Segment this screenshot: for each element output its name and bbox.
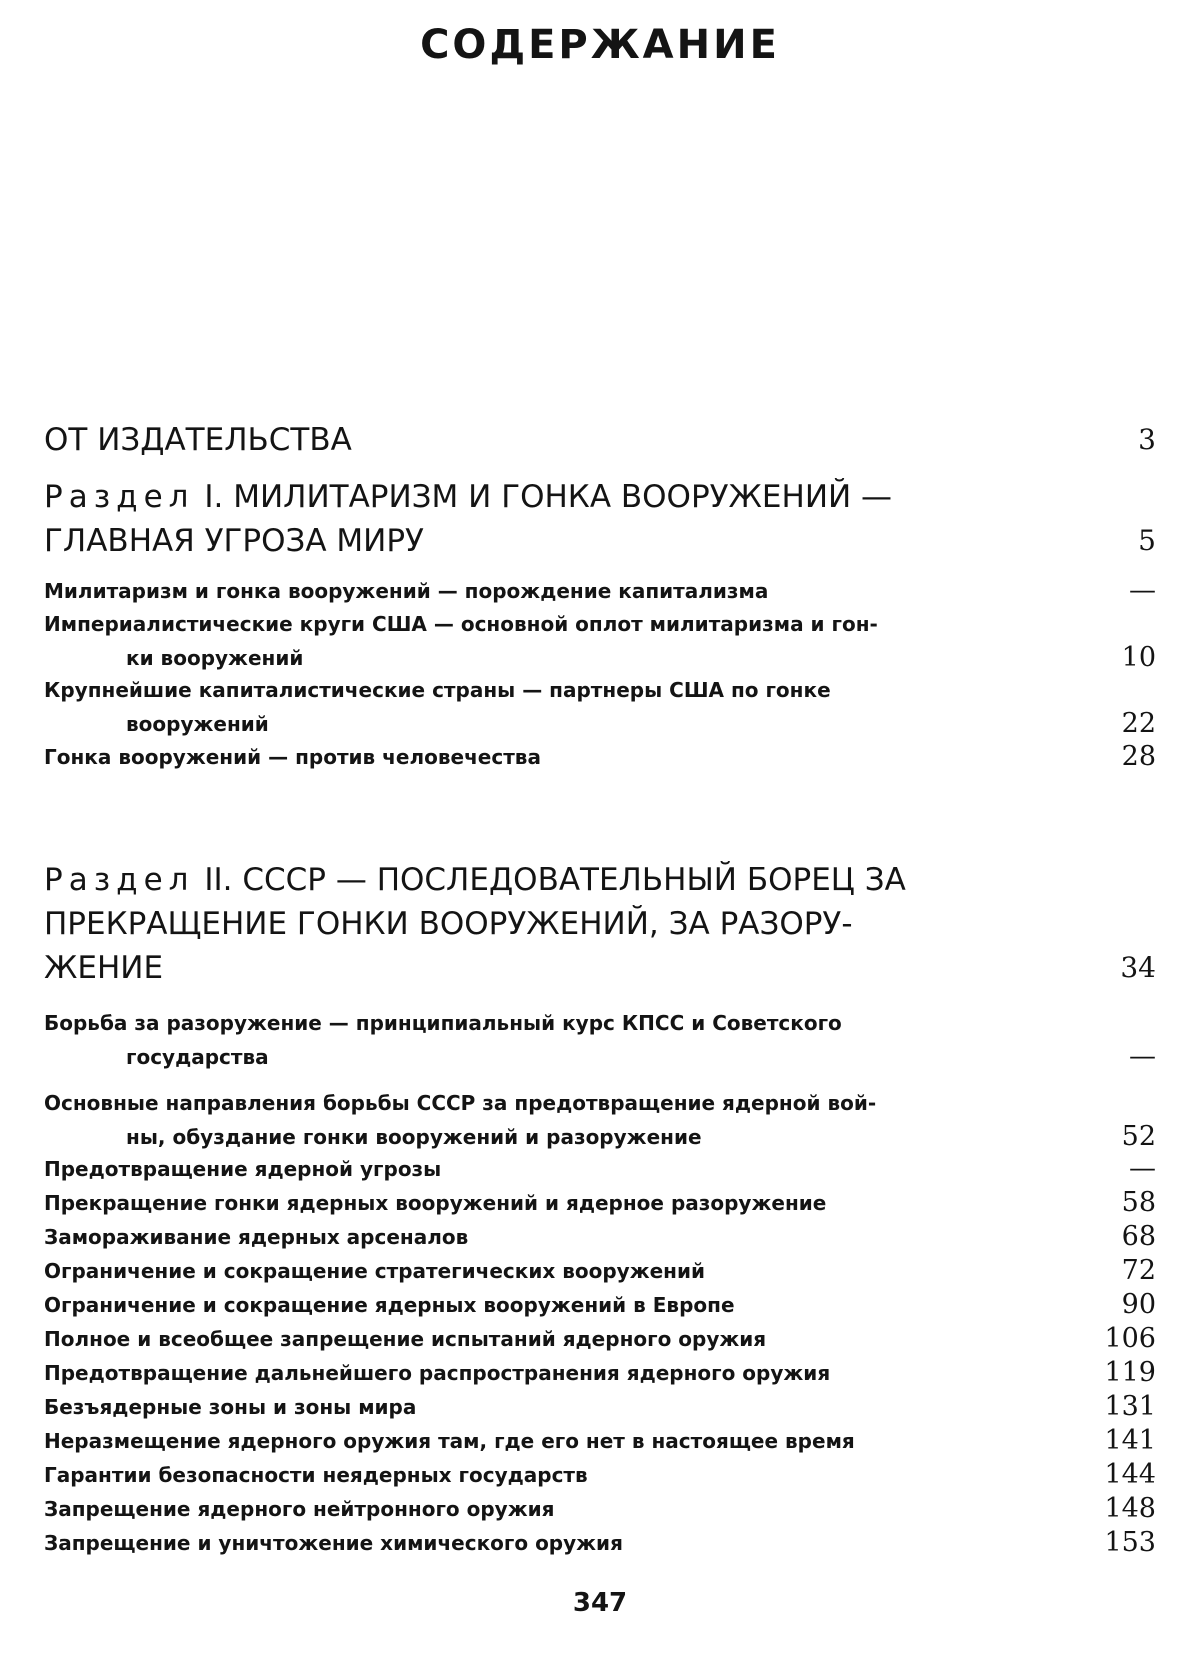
toc-entry-page: 3 (1138, 423, 1156, 456)
toc-entry-page: 90 (1121, 1289, 1156, 1320)
toc-entry-page: 68 (1121, 1221, 1156, 1252)
toc-entry-line: Гарантии безопасности неядерных государств (44, 1463, 588, 1487)
page-title: СОДЕРЖАНИЕ (420, 22, 780, 68)
toc-entry-page: 119 (1104, 1357, 1156, 1388)
toc-entry-line: Милитаризм и гонка вооружений — порождение капитализма (44, 579, 769, 603)
toc-entry-line: Прекращение гонки ядерных вооружений и ядерное разоружение (44, 1191, 827, 1215)
toc-entry-page: 131 (1104, 1391, 1156, 1422)
toc-entry-line: ОТ ИЗДАТЕЛЬСТВА (44, 422, 352, 458)
toc-entry-title (44, 858, 906, 990)
toc-entry-line: ГЛАВНАЯ УГРОЗА МИРУ (44, 523, 424, 559)
toc-entry-line: Запрещение ядерного нейтронного оружия (44, 1497, 555, 1521)
toc-entry-title (44, 418, 352, 462)
toc-entry-page: 10 (1121, 642, 1156, 673)
toc-entry-line: Ограничение и сокращение стратегических вооружений (44, 1259, 706, 1283)
toc-entry-line: Предотвращение ядерной угрозы (44, 1157, 442, 1181)
toc-entry-page: 144 (1104, 1459, 1156, 1490)
toc-entry-line (44, 475, 892, 519)
section-title-part: I. МИЛИТАРИЗМ И ГОНКА ВООРУЖЕНИЙ — (204, 479, 893, 515)
toc-entry-line: Империалистические круги США — основной оплот милитаризма и гон- (44, 612, 878, 636)
toc-entry-page: — (1129, 575, 1156, 606)
toc-entry-line: ки вооружений (126, 646, 304, 670)
section-title-part: II. СССР — ПОСЛЕДОВАТЕЛЬНЫЙ БОРЕЦ ЗА (204, 862, 906, 898)
toc-entry-page: 141 (1104, 1425, 1156, 1456)
toc-entry-page: 22 (1121, 708, 1156, 739)
toc-entry-page: — (1129, 1041, 1156, 1072)
toc-entry-line: ЖЕНИЕ (44, 950, 164, 986)
section-prefix: Раздел (44, 479, 195, 515)
toc-entry-line (44, 858, 906, 902)
toc-entry-page: 72 (1121, 1255, 1156, 1286)
toc-entry-line: Борьба за разоружение — принципиальный курс КПСС и Советского (44, 1011, 842, 1035)
toc-entry-line: вооружений (126, 712, 269, 736)
toc-entry-page: 106 (1104, 1323, 1156, 1354)
toc-entry-line: Замораживание ядерных арсеналов (44, 1225, 469, 1249)
toc-entry-page: — (1129, 1153, 1156, 1184)
toc-entry-line: ПРЕКРАЩЕНИЕ ГОНКИ ВООРУЖЕНИЙ, ЗА РАЗОРУ- (44, 906, 853, 942)
toc-entry-page: 153 (1104, 1527, 1156, 1558)
toc-entry-line: Безъядерные зоны и зоны мира (44, 1395, 417, 1419)
section-prefix: Раздел (44, 862, 195, 898)
toc-entry-line: ны, обуздание гонки вооружений и разоружение (126, 1125, 702, 1149)
toc-entry-line: Основные направления борьбы СССР за предотвращение ядерной вой- (44, 1091, 877, 1115)
toc-entry-line: государства (126, 1045, 269, 1069)
toc-entry-page: 34 (1120, 951, 1156, 984)
toc-entry-line: Полное и всеобщее запрещение испытаний ядерного оружия (44, 1327, 767, 1351)
toc-entry-page: 148 (1104, 1493, 1156, 1524)
toc-entry-page: 5 (1138, 524, 1156, 557)
toc-entry-page: 52 (1121, 1121, 1156, 1152)
toc-entry-title (44, 475, 892, 563)
toc-entry-line: Предотвращение дальнейшего распространения ядерного оружия (44, 1361, 831, 1385)
toc-entry-line: Крупнейшие капиталистические страны — партнеры США по гонке (44, 678, 831, 702)
footer-page-number: 347 (572, 1588, 628, 1618)
toc-entry-page: 58 (1121, 1187, 1156, 1218)
toc-entry-line: Запрещение и уничтожение химического оружия (44, 1531, 623, 1555)
toc-entry-line: Ограничение и сокращение ядерных вооружений в Европе (44, 1293, 735, 1317)
toc-entry-line: Неразмещение ядерного оружия там, где его нет в настоящее время (44, 1429, 855, 1453)
toc-entry-line: Гонка вооружений — против человечества (44, 745, 541, 769)
toc-entry-page: 28 (1121, 741, 1156, 772)
